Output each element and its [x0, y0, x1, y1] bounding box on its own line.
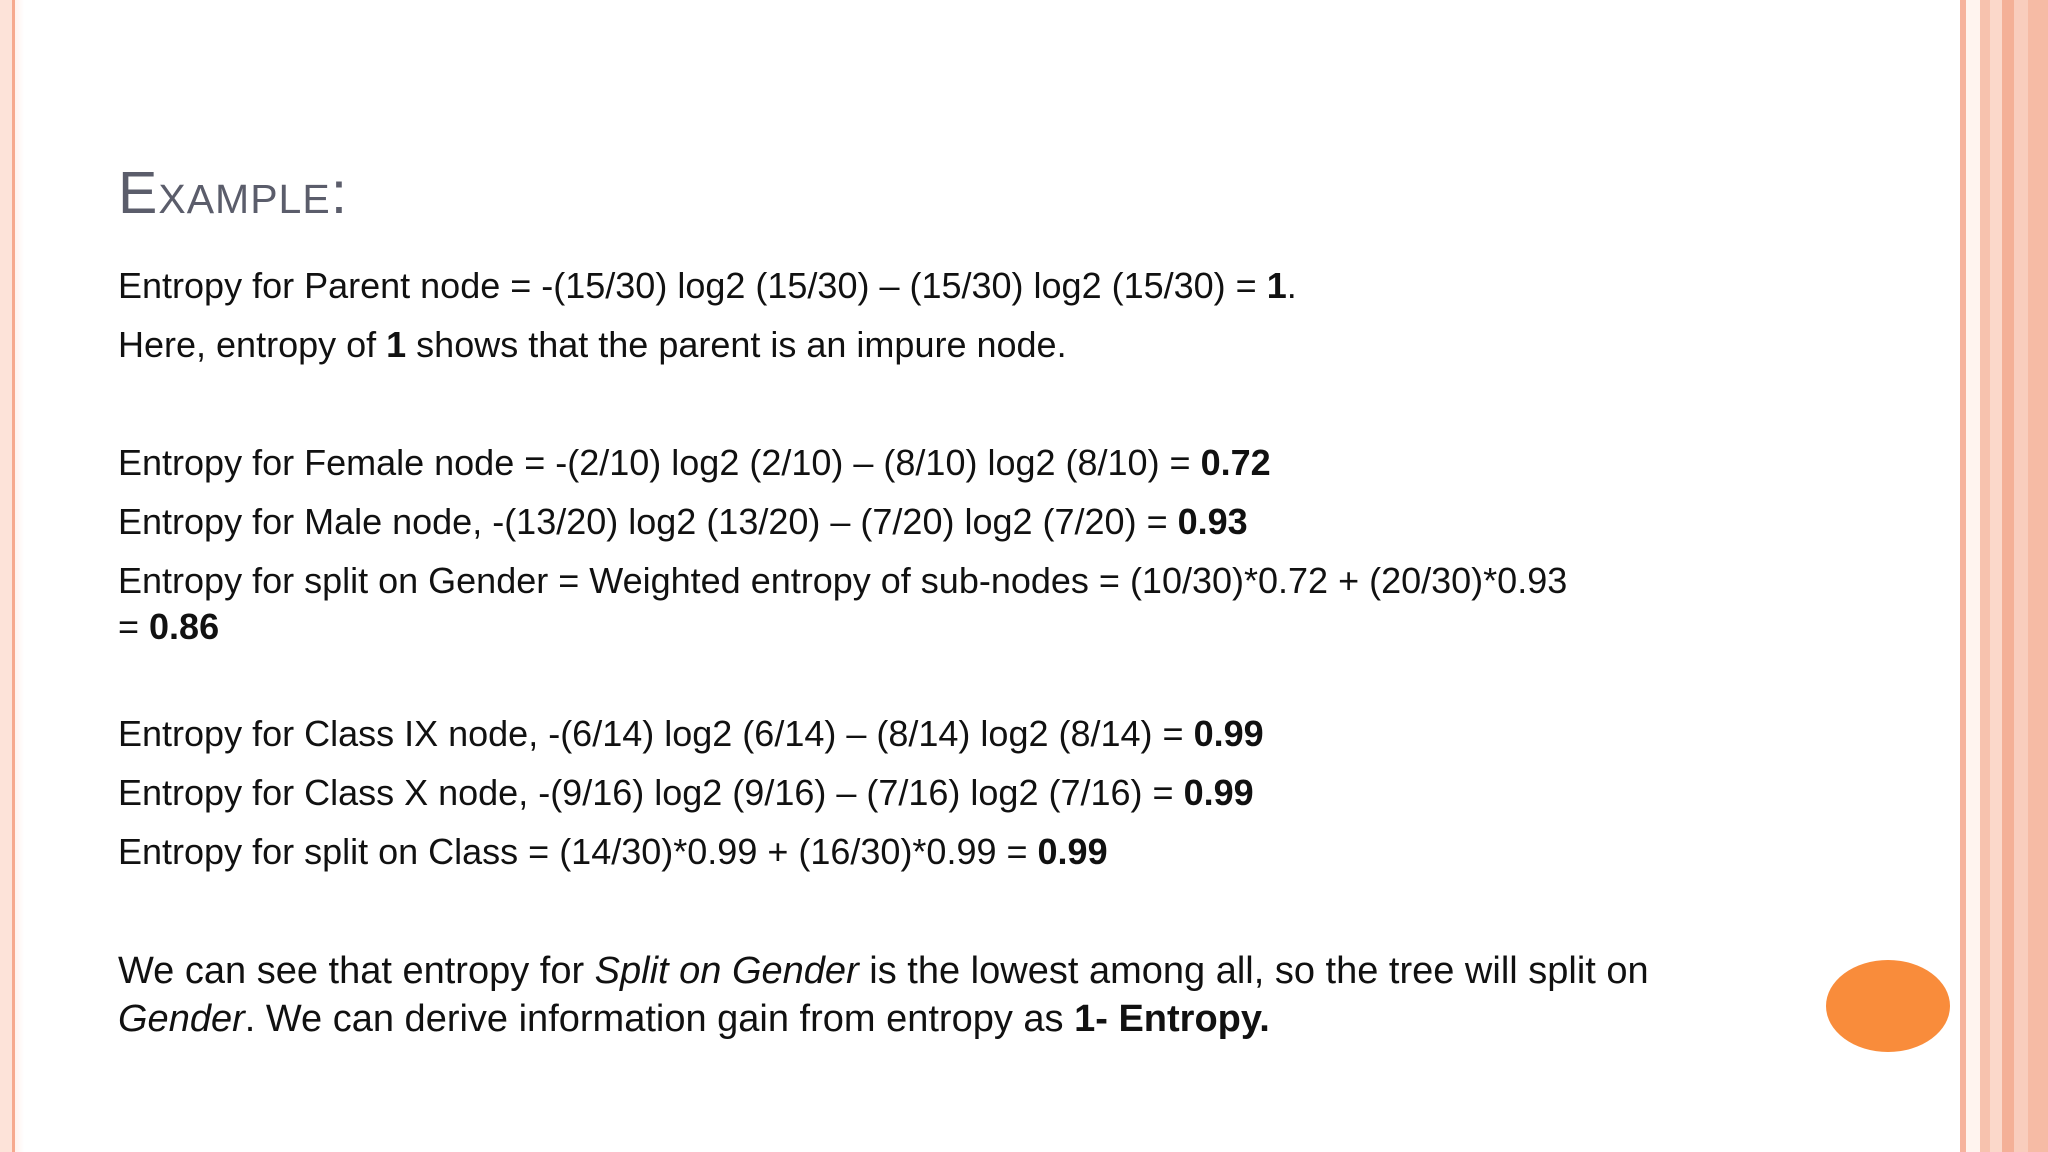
class-split-value: 0.99 [1037, 831, 1108, 872]
conclusion-paragraph [118, 947, 1718, 1043]
gender-split-result-line [118, 605, 1718, 649]
conclusion-text-3: . We can derive information gain from entropy as [244, 998, 1075, 1040]
male-entropy-value: 0.93 [1177, 501, 1248, 542]
right-decorative-gap [1966, 0, 1980, 1152]
class-split-text: Entropy for split on Class = (14/30)*0.99 + (16/30)*0.99 = [118, 831, 1038, 872]
conclusion-italic-1: Split on Gender [594, 950, 859, 992]
class9-entropy-text: Entropy for Class IX node, -(6/14) log2 (6/14) – (8/14) log2 (8/14) = [118, 713, 1194, 754]
parent-entropy-suffix: . [1286, 265, 1297, 306]
class9-entropy-value: 0.99 [1193, 713, 1264, 754]
parent-note-line [118, 323, 1718, 367]
female-entropy-line [118, 441, 1718, 485]
conclusion-text-2: is the lowest among all, so the tree will split on [858, 950, 1649, 992]
slide-content [118, 150, 1718, 1043]
male-entropy-text: Entropy for Male node, -(13/20) log2 (13/20) – (7/20) log2 (7/20) = [118, 501, 1178, 542]
male-entropy-line [118, 500, 1718, 544]
gender-split-value: 0.86 [149, 606, 220, 647]
gender-split-text: Entropy for split on Gender = Weighted entropy of sub-nodes = (10/30)*0.72 + (20/30)*0.93 [118, 560, 1568, 601]
class9-entropy-line [118, 712, 1718, 756]
parent-note-text-end: shows that the parent is an impure node. [406, 324, 1067, 365]
parent-entropy-text: Entropy for Parent node = -(15/30) log2 (15/30) – (15/30) log2 (15/30) = [118, 265, 1267, 306]
parent-note-text: Here, entropy of [118, 324, 387, 365]
right-decorative-bands [1980, 0, 2048, 1152]
class10-entropy-line [118, 771, 1718, 815]
gender-split-line [118, 559, 1718, 603]
conclusion-text-1: We can see that entropy for [118, 950, 595, 992]
slide-title: Example: [118, 160, 349, 226]
parent-entropy-line [118, 264, 1718, 308]
female-entropy-text: Entropy for Female node = -(2/10) log2 (2/10) – (8/10) log2 (8/10) = [118, 442, 1201, 483]
conclusion-italic-2: Gender [118, 998, 245, 1040]
class10-entropy-value: 0.99 [1183, 772, 1254, 813]
orange-circle-decoration [1826, 960, 1950, 1052]
conclusion-bold: 1- Entropy. [1074, 998, 1270, 1040]
parent-entropy-value: 1 [1266, 265, 1287, 306]
class10-entropy-text: Entropy for Class X node, -(9/16) log2 (9/16) – (7/16) log2 (7/16) = [118, 772, 1184, 813]
female-entropy-value: 0.72 [1200, 442, 1271, 483]
parent-note-value: 1 [386, 324, 407, 365]
gender-split-eq: = [118, 606, 150, 647]
class-split-line [118, 830, 1718, 874]
left-decorative-border [0, 0, 24, 1152]
